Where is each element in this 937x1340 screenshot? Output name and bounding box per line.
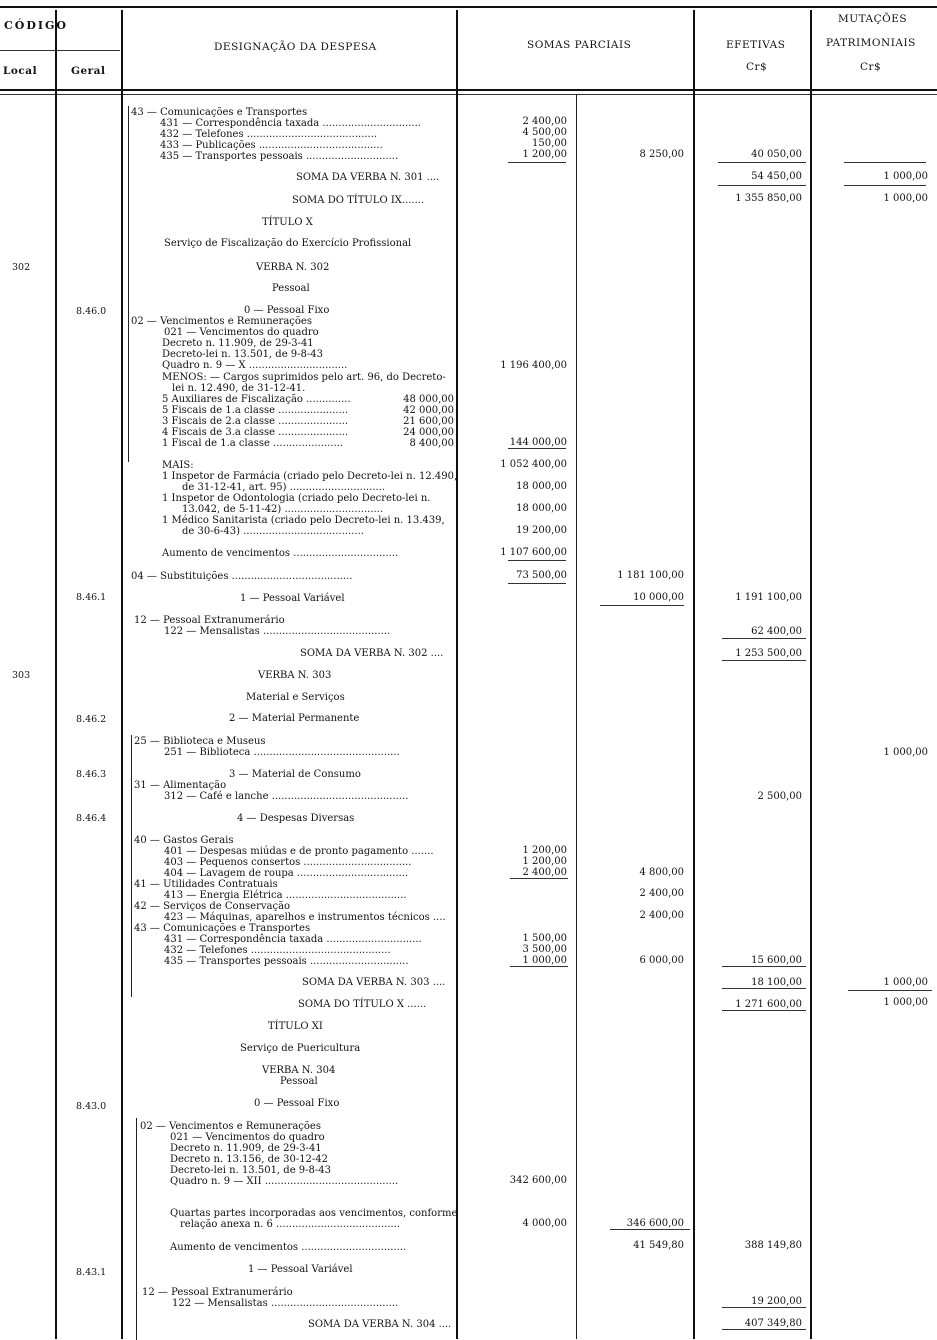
- somas-parciais-subtotal: 2 400,00: [639, 910, 684, 921]
- header-somas-parciais: SOMAS PARCIAIS: [527, 39, 632, 51]
- codigo-entry: 8.46.2: [76, 714, 107, 725]
- designacao-line: 13.042, de 5-11-42) ...............................: [182, 504, 384, 515]
- designacao-line: Pessoal: [280, 1076, 318, 1087]
- somas-parciais-value: 1 000,00: [522, 955, 567, 966]
- bracket-line-c: [136, 1118, 137, 1340]
- somas-parciais-value: 2 400,00: [522, 116, 567, 127]
- rule: [722, 1329, 806, 1330]
- designacao-line: Pessoal: [272, 283, 310, 294]
- designacao-line: de 30-6-43) ......................................: [182, 526, 364, 537]
- somas-parciais-value: 342 600,00: [509, 1175, 567, 1186]
- somas-parciais-value: 144 000,00: [509, 437, 567, 448]
- rule: [508, 448, 566, 449]
- header-efetivas: EFETIVAS: [726, 39, 786, 51]
- somas-parciais-subtotal: 10 000,00: [633, 592, 684, 603]
- efetivas-value: 388 149,80: [744, 1240, 802, 1251]
- col-divider-geral-designacao: [121, 10, 123, 1339]
- header-local: Local: [3, 65, 38, 77]
- somas-parciais-value: 1 052 400,00: [500, 459, 567, 470]
- designacao-line: 0 — Pessoal Fixo: [254, 1098, 340, 1109]
- header-efetivas-unit: Cr$: [746, 61, 768, 73]
- efetivas-value: 1 253 500,00: [735, 648, 802, 659]
- header-bottom-rule-2: [0, 94, 937, 95]
- somas-parciais-value: 18 000,00: [516, 503, 567, 514]
- inner-value: 42 000,00: [403, 405, 454, 416]
- designacao-line: 41 — Utilidades Contratuais: [134, 879, 278, 890]
- col-divider-somas-inner: [576, 95, 577, 1339]
- designacao-line: Decreto n. 11.909, de 29-3-41: [170, 1143, 322, 1154]
- somas-parciais-subtotal: 41 549,80: [633, 1240, 684, 1251]
- col-divider-local-geral: [55, 10, 57, 1339]
- designacao-line: Quadro n. 9 — XII ..........................................: [170, 1176, 399, 1187]
- designacao-line: VERBA N. 303: [258, 670, 332, 681]
- designacao-line: 122 — Mensalistas ........................................: [172, 1298, 399, 1309]
- rule: [722, 988, 806, 989]
- somas-parciais-value: 73 500,00: [516, 570, 567, 581]
- designacao-line: 432 — Telefones ............................................: [164, 945, 391, 956]
- header-designacao: DESIGNAÇÃO DA DESPESA: [214, 41, 377, 53]
- designacao-line: SOMA DA VERBA N. 301 ....: [296, 172, 440, 183]
- rule: [510, 966, 568, 967]
- designacao-line: 02 — Vencimentos e Remunerações: [131, 316, 312, 327]
- rule: [722, 966, 806, 967]
- designacao-line: Decreto n. 13.156, de 30-12-42: [170, 1154, 329, 1165]
- somas-parciais-value: 4 000,00: [522, 1218, 567, 1229]
- somas-parciais-value: 1 200,00: [522, 845, 567, 856]
- rule: [844, 185, 926, 186]
- rule: [508, 560, 566, 561]
- somas-parciais-value: 2 400,00: [522, 867, 567, 878]
- designacao-line: 312 — Café e lanche ...........................................: [164, 791, 409, 802]
- rule: [722, 660, 806, 661]
- designacao-line: 25 — Biblioteca e Museus: [134, 736, 266, 747]
- bracket-line-b: [131, 735, 132, 997]
- designacao-line: MAIS:: [162, 460, 194, 471]
- designacao-line: 1 Fiscal de 1.a classe ......................: [162, 438, 343, 449]
- header-mutacoes-unit: Cr$: [860, 61, 882, 73]
- somas-parciais-value: 4 500,00: [522, 127, 567, 138]
- designacao-line: VERBA N. 304: [262, 1065, 336, 1076]
- designacao-line: 401 — Despesas miúdas e de pronto pagamento .......: [164, 846, 434, 857]
- designacao-line: 40 — Gastos Gerais: [134, 835, 234, 846]
- header-patrimoniais: PATRIMONIAIS: [826, 37, 916, 49]
- somas-parciais-value: 18 000,00: [516, 481, 567, 492]
- designacao-line: SOMA DO TÍTULO X ......: [298, 999, 427, 1010]
- rule: [844, 162, 926, 163]
- rule: [508, 162, 566, 163]
- inner-value: 8 400,00: [409, 438, 454, 449]
- designacao-line: de 31-12-41, art. 95) ..............................: [182, 482, 386, 493]
- designacao-line: Decreto n. 11.909, de 29-3-41: [162, 338, 314, 349]
- designacao-line: 435 — Transportes pessoais .............................: [160, 151, 399, 162]
- somas-parciais-subtotal: 8 250,00: [639, 149, 684, 160]
- designacao-line: 251 — Biblioteca ..............................................: [164, 747, 400, 758]
- rule: [722, 1307, 806, 1308]
- somas-parciais-value: 19 200,00: [516, 525, 567, 536]
- efetivas-value: 18 100,00: [751, 977, 802, 988]
- designacao-line: 12 — Pessoal Extranumerário: [134, 615, 285, 626]
- col-divider-somas-efetivas: [693, 10, 695, 1339]
- designacao-line: 1 — Pessoal Variável: [248, 1264, 353, 1275]
- somas-parciais-value: 150,00: [532, 138, 567, 149]
- designacao-line: Decreto-lei n. 13.501, de 9-8-43: [170, 1165, 331, 1176]
- designacao-line: lei n. 12.490, de 31-12-41.: [172, 383, 306, 394]
- somas-parciais-value: 1 200,00: [522, 856, 567, 867]
- mutacoes-value: 1 000,00: [883, 997, 928, 1008]
- rule: [600, 605, 684, 606]
- designacao-line: Aumento de vencimentos .................................: [162, 548, 399, 559]
- rule: [718, 185, 806, 186]
- efetivas-value: 15 600,00: [751, 955, 802, 966]
- bracket-line-a: [128, 106, 129, 462]
- codigo-divider: [0, 50, 120, 51]
- somas-parciais-subtotal: 4 800,00: [639, 867, 684, 878]
- designacao-line: 3 Fiscais de 2.a classe ......................: [162, 416, 349, 427]
- designacao-line: Decreto-lei n. 13.501, de 9-8-43: [162, 349, 323, 360]
- designacao-line: 432 — Telefones .........................................: [160, 129, 378, 140]
- efetivas-value: 54 450,00: [751, 171, 802, 182]
- designacao-line: relação anexa n. 6 .......................................: [180, 1219, 401, 1230]
- rule: [722, 638, 806, 639]
- codigo-entry: 302: [12, 262, 31, 273]
- header-codigo: CÓDIGO: [4, 19, 68, 32]
- mutacoes-value: 1 000,00: [883, 171, 928, 182]
- designacao-line: 431 — Correspondência taxada ...............................: [160, 118, 421, 129]
- designacao-line: 4 Fiscais de 3.a classe ......................: [162, 427, 349, 438]
- header-bottom-rule: [0, 89, 937, 91]
- header-mutacoes: MUTAÇÕES: [838, 13, 908, 25]
- designacao-line: 31 — Alimentação: [134, 780, 227, 791]
- designacao-line: Material e Serviços: [246, 692, 345, 703]
- somas-parciais-value: 3 500,00: [522, 944, 567, 955]
- designacao-line: VERBA N. 302: [256, 262, 330, 273]
- somas-parciais-value: 1 200,00: [522, 149, 567, 160]
- designacao-line: 423 — Máquinas, aparelhos e instrumentos técnicos ....: [164, 912, 446, 923]
- rule: [610, 1229, 690, 1230]
- designacao-line: 43 — Comunicações e Transportes: [134, 923, 311, 934]
- designacao-line: 4 — Despesas Diversas: [237, 813, 355, 824]
- inner-value: 21 600,00: [403, 416, 454, 427]
- codigo-entry: 8.46.1: [76, 592, 107, 603]
- rule: [510, 878, 568, 879]
- codigo-entry: 8.46.4: [76, 813, 107, 824]
- designacao-line: 1 — Pessoal Variável: [240, 593, 345, 604]
- designacao-line: SOMA DA VERBA N. 303 ....: [302, 977, 446, 988]
- somas-parciais-subtotal: 2 400,00: [639, 888, 684, 899]
- col-divider-efetivas-mutacoes: [810, 10, 812, 1339]
- designacao-line: 5 Fiscais de 1.a classe ......................: [162, 405, 349, 416]
- designacao-line: MENOS: — Cargos suprimidos pelo art. 96, do Decreto-: [162, 372, 446, 383]
- codigo-entry: 303: [12, 670, 31, 681]
- rule: [848, 990, 932, 991]
- inner-value: 48 000,00: [403, 394, 454, 405]
- designacao-line: SOMA DA VERBA N. 302 ....: [300, 648, 444, 659]
- inner-value: 24 000,00: [403, 427, 454, 438]
- designacao-line: 12 — Pessoal Extranumerário: [142, 1287, 293, 1298]
- mutacoes-value: 1 000,00: [883, 747, 928, 758]
- somas-parciais-subtotal: 6 000,00: [639, 955, 684, 966]
- rule: [718, 162, 806, 163]
- efetivas-value: 1 355 850,00: [735, 193, 802, 204]
- rule: [722, 1010, 806, 1011]
- designacao-line: 04 — Substituições ......................................: [131, 571, 353, 582]
- designacao-line: 02 — Vencimentos e Remunerações: [140, 1121, 321, 1132]
- somas-parciais-value: 1 196 400,00: [500, 360, 567, 371]
- efetivas-value: 2 500,00: [757, 791, 802, 802]
- designacao-line: 1 Inspetor de Odontologia (criado pelo Decreto-lei n.: [162, 493, 431, 504]
- codigo-entry: 8.46.3: [76, 769, 107, 780]
- designacao-line: TÍTULO XI: [268, 1021, 323, 1032]
- header-geral: Geral: [71, 65, 106, 77]
- rule: [508, 583, 566, 584]
- mutacoes-value: 1 000,00: [883, 977, 928, 988]
- codigo-entry: 8.43.0: [76, 1101, 107, 1112]
- designacao-line: 021 — Vencimentos do quadro: [164, 327, 319, 338]
- designacao-line: 403 — Pequenos consertos ..................................: [164, 857, 412, 868]
- designacao-line: 1 Médico Sanitarista (criado pelo Decreto-lei n. 13.439,: [162, 515, 445, 526]
- col-divider-designacao-somas: [456, 10, 458, 1339]
- designacao-line: 2 — Material Permanente: [229, 713, 360, 724]
- somas-parciais-subtotal: 1 181 100,00: [617, 570, 684, 581]
- designacao-line: 0 — Pessoal Fixo: [244, 305, 330, 316]
- designacao-line: 433 — Publicações .......................................: [160, 140, 383, 151]
- designacao-line: 42 — Serviços de Conservação: [134, 901, 291, 912]
- designacao-line: 021 — Vencimentos do quadro: [170, 1132, 325, 1143]
- designacao-line: 3 — Material de Consumo: [229, 769, 361, 780]
- efetivas-value: 40 050,00: [751, 149, 802, 160]
- designacao-line: 431 — Correspondência taxada ..............................: [164, 934, 422, 945]
- designacao-line: 435 — Transportes pessoais ...............................: [164, 956, 409, 967]
- designacao-line: Quartas partes incorporadas aos vencimentos, conforme: [170, 1208, 458, 1219]
- efetivas-value: 407 349,80: [744, 1318, 802, 1329]
- designacao-line: Aumento de vencimentos .................................: [170, 1242, 407, 1253]
- designacao-line: 122 — Mensalistas ........................................: [164, 626, 391, 637]
- top-rule: [0, 6, 937, 8]
- codigo-entry: 8.43.1: [76, 1267, 107, 1278]
- efetivas-value: 19 200,00: [751, 1296, 802, 1307]
- designacao-line: SOMA DA VERBA N. 304 ....: [308, 1319, 452, 1330]
- designacao-line: Serviço de Puericultura: [240, 1043, 361, 1054]
- efetivas-value: 62 400,00: [751, 626, 802, 637]
- designacao-line: SOMA DO TÍTULO IX.......: [292, 195, 425, 206]
- designacao-line: 43 — Comunicações e Transportes: [131, 107, 308, 118]
- designacao-line: Serviço de Fiscalização do Exercício Profissional: [164, 238, 412, 249]
- somas-parciais-subtotal: 346 600,00: [626, 1218, 684, 1229]
- efetivas-value: 1 191 100,00: [735, 592, 802, 603]
- designacao-line: 413 — Energia Elétrica ......................................: [164, 890, 407, 901]
- designacao-line: 1 Inspetor de Farmácia (criado pelo Decreto-lei n. 12.490,: [162, 471, 458, 482]
- codigo-entry: 8.46.0: [76, 306, 107, 317]
- designacao-line: TÍTULO X: [262, 217, 313, 228]
- efetivas-value: 1 271 600,00: [735, 999, 802, 1010]
- designacao-line: Quadro n. 9 — X ...............................: [162, 360, 348, 371]
- somas-parciais-value: 1 107 600,00: [500, 547, 567, 558]
- somas-parciais-value: 1 500,00: [522, 933, 567, 944]
- mutacoes-value: 1 000,00: [883, 193, 928, 204]
- designacao-line: 5 Auxiliares de Fiscalização ..............: [162, 394, 351, 405]
- designacao-line: 404 — Lavagem de roupa ...................................: [164, 868, 409, 879]
